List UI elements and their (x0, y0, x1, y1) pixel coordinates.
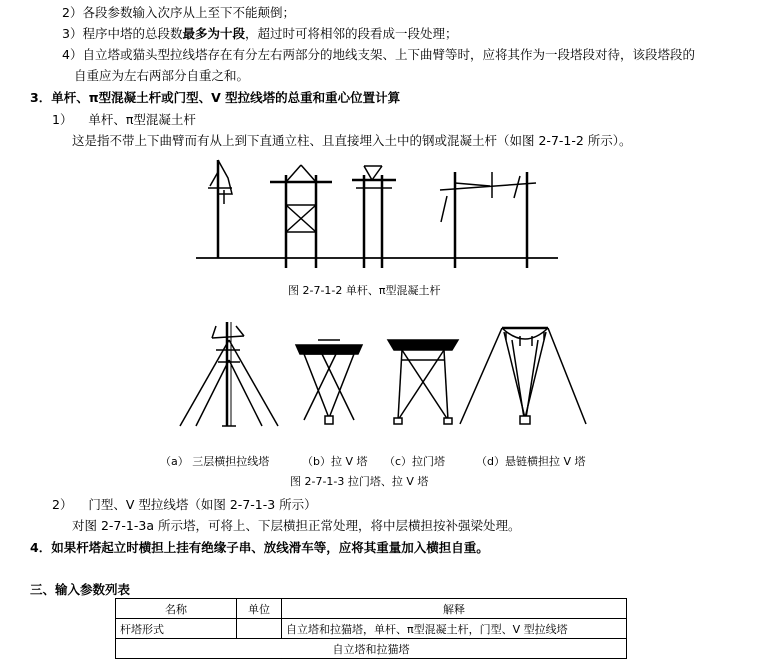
figure-2-label-d: （d）悬链横担拉 V 塔 (476, 455, 586, 468)
sub1-heading: 1） 单杆、π型混凝土杆 (52, 112, 196, 127)
table-cell-name: 杆塔形式 (116, 619, 237, 639)
list-item-4-cont: 自重应为左右两部分自重之和。 (74, 68, 250, 83)
list-item-2: 2）各段参数输入次序从上至下不能颠倒； (62, 5, 295, 20)
figure-2-label-b: （b）拉 V 塔 (302, 455, 368, 468)
table-header-row (116, 599, 627, 619)
table-cell-unit (237, 619, 282, 639)
table-cell-desc: 自立塔和拉猫塔，单杆、π型混凝土杆，门型、V 型拉线塔 (282, 619, 627, 639)
tower-d-drawing (460, 328, 586, 424)
figure-1-caption: 图 2-7-1-2 单杆、π型混凝土杆 (288, 284, 441, 297)
table-header-name: 名称 (116, 599, 237, 619)
figure-2-caption: 图 2-7-1-3 拉门塔、拉 V 塔 (290, 475, 429, 488)
table-row (116, 639, 627, 659)
parameter-table (115, 598, 627, 659)
table-header-unit: 单位 (237, 599, 282, 619)
section-3-heading: 3．单杆、π型混凝土杆或门型、V 型拉线塔的总重和重心位置计算 (30, 90, 401, 105)
section-4-text: 4．如果杆塔起立时横担上挂有绝缘子串、放线滑车等，应将其重量加入横担自重。 (30, 540, 489, 555)
sub1-desc: 这是指不带上下曲臂而有从上到下直通立柱、且直接埋入土中的钢或混凝土杆（如图 2-7-1-2 所示）。 (72, 133, 632, 148)
table-header-desc: 解释 (282, 599, 627, 619)
sub2-desc: 对图 2-7-1-3a 所示塔，可将上、下层横担正常处理，将中层横担按补强梁处理。 (72, 518, 521, 533)
sub2-heading: 2） 门型、V 型拉线塔（如图 2-7-1-3 所示） (52, 497, 317, 512)
tower-b-drawing (296, 340, 362, 424)
figure-2-label-c: （c）拉门塔 (384, 455, 446, 468)
table-row (116, 619, 627, 639)
table-cell-merged: 自立塔和拉猫塔 (116, 639, 627, 659)
figure-2-label-a: （a） 三层横担拉线塔 (160, 455, 270, 468)
list-item-3: 3）程序中塔的总段数最多为十段，超过时可将相邻的段看成一段处理； (62, 26, 458, 41)
tower-c-drawing (388, 340, 458, 424)
list-item-4: 4）自立塔或猫头型拉线塔存在有分左右两部分的地线支架、上下曲臂等时，应将其作为一段塔段对待，该段塔段的 (62, 47, 695, 62)
tower-a-drawing (180, 322, 278, 426)
section-three-heading: 三、输入参数列表 (30, 582, 131, 597)
